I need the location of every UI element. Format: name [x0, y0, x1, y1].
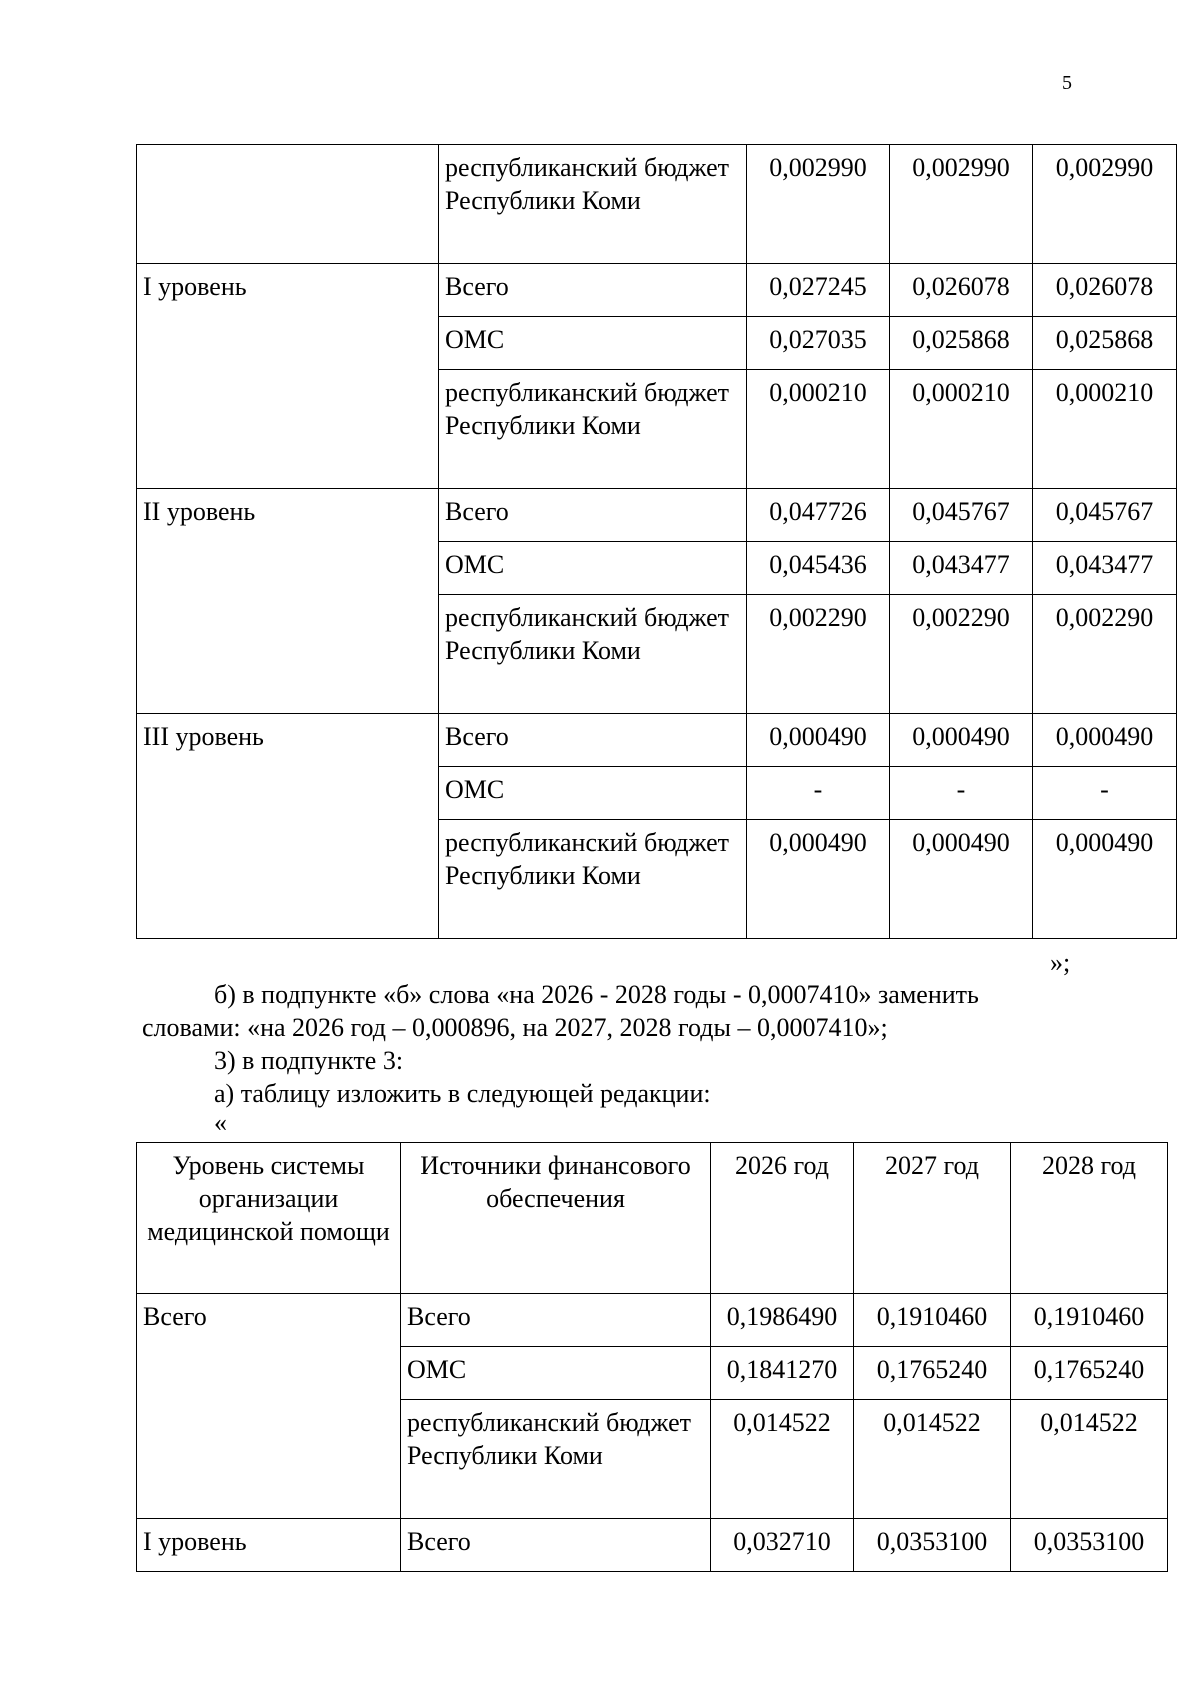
header-2027: 2027 год	[854, 1143, 1011, 1294]
value-2026-cell: 0,014522	[711, 1400, 854, 1519]
value-2028-cell: 0,045767	[1033, 489, 1177, 542]
value-2026-cell: 0,045436	[747, 542, 890, 595]
value-2026-cell: 0,002990	[747, 145, 890, 264]
source-cell: Всего	[401, 1294, 711, 1347]
value-2028-cell: 0,043477	[1033, 542, 1177, 595]
table-row	[137, 145, 1177, 264]
value-2028-cell: 0,1765240	[1011, 1347, 1168, 1400]
paragraph-b-line1: б) в подпункте «б» слова «на 2026 - 2028 годы - 0,0007410» заменить	[214, 980, 979, 1009]
header-2026: 2026 год	[711, 1143, 854, 1294]
value-2026-cell: 0,032710	[711, 1519, 854, 1572]
value-2027-cell: 0,000210	[890, 370, 1033, 489]
value-2026-cell: 0,027245	[747, 264, 890, 317]
value-2027-cell: 0,1765240	[854, 1347, 1011, 1400]
source-cell: республиканский бюджет Республики Коми	[439, 145, 747, 264]
value-2026-cell: 0,027035	[747, 317, 890, 370]
value-2026-cell: 0,1841270	[711, 1347, 854, 1400]
value-2028-cell: 0,002290	[1033, 595, 1177, 714]
value-2027-cell: 0,045767	[890, 489, 1033, 542]
source-cell: республиканский бюджет Республики Коми	[439, 370, 747, 489]
header-2028: 2028 год	[1011, 1143, 1168, 1294]
value-2028-cell: 0,000210	[1033, 370, 1177, 489]
source-cell: республиканский бюджет Республики Коми	[439, 820, 747, 939]
value-2028-cell: 0,000490	[1033, 714, 1177, 767]
value-2028-cell: 0,1910460	[1011, 1294, 1168, 1347]
value-2028-cell: 0,0353100	[1011, 1519, 1168, 1572]
value-2027-cell: -	[890, 767, 1033, 820]
value-2027-cell: 0,000490	[890, 714, 1033, 767]
value-2028-cell: 0,025868	[1033, 317, 1177, 370]
source-cell: республиканский бюджет Республики Коми	[401, 1400, 711, 1519]
value-2027-cell: 0,002290	[890, 595, 1033, 714]
value-2027-cell: 0,002990	[890, 145, 1033, 264]
value-2026-cell: 0,047726	[747, 489, 890, 542]
paragraph-b-line2: словами: «на 2026 год – 0,000896, на 2027, 2028 годы – 0,0007410»;	[142, 1013, 888, 1042]
table-row	[137, 714, 1177, 767]
table-header-row	[137, 1143, 1168, 1294]
value-2027-cell: 0,025868	[890, 317, 1033, 370]
value-2027-cell: 0,0353100	[854, 1519, 1011, 1572]
value-2026-cell: 0,000210	[747, 370, 890, 489]
level-cell	[137, 145, 439, 264]
level-cell: Всего	[137, 1294, 401, 1519]
value-2027-cell: 0,014522	[854, 1400, 1011, 1519]
source-cell: ОМС	[439, 542, 747, 595]
financing-table-new	[136, 1142, 1168, 1572]
source-cell: ОМС	[439, 767, 747, 820]
source-cell: ОМС	[401, 1347, 711, 1400]
paragraph-3: 3) в подпункте 3:	[214, 1046, 404, 1075]
table-row	[137, 1519, 1168, 1572]
source-cell: ОМС	[439, 317, 747, 370]
value-2026-cell: -	[747, 767, 890, 820]
level-cell: I уровень	[137, 1519, 401, 1572]
level-cell: III уровень	[137, 714, 439, 939]
level-cell: I уровень	[137, 264, 439, 489]
value-2028-cell: 0,014522	[1011, 1400, 1168, 1519]
table-row	[137, 489, 1177, 542]
value-2028-cell: -	[1033, 767, 1177, 820]
value-2028-cell: 0,026078	[1033, 264, 1177, 317]
source-cell: Всего	[439, 264, 747, 317]
value-2027-cell: 0,026078	[890, 264, 1033, 317]
value-2026-cell: 0,1986490	[711, 1294, 854, 1347]
source-cell: Всего	[439, 714, 747, 767]
value-2026-cell: 0,000490	[747, 820, 890, 939]
page-number: 5	[1062, 72, 1072, 94]
source-cell: Всего	[439, 489, 747, 542]
paragraph-a: а) таблицу изложить в следующей редакции:	[214, 1079, 711, 1108]
table-row	[137, 1294, 1168, 1347]
source-cell: Всего	[401, 1519, 711, 1572]
table-row	[137, 264, 1177, 317]
source-cell: республиканский бюджет Республики Коми	[439, 595, 747, 714]
closing-quote: »;	[1050, 948, 1071, 977]
financing-table-continued	[136, 144, 1177, 939]
value-2027-cell: 0,043477	[890, 542, 1033, 595]
value-2027-cell: 0,1910460	[854, 1294, 1011, 1347]
level-cell: II уровень	[137, 489, 439, 714]
value-2026-cell: 0,000490	[747, 714, 890, 767]
value-2028-cell: 0,000490	[1033, 820, 1177, 939]
header-source: Источники финансового обеспечения	[401, 1143, 711, 1294]
value-2028-cell: 0,002990	[1033, 145, 1177, 264]
value-2027-cell: 0,000490	[890, 820, 1033, 939]
opening-quote: «	[214, 1108, 227, 1137]
value-2026-cell: 0,002290	[747, 595, 890, 714]
header-level: Уровень системы организации медицинской помощи	[137, 1143, 401, 1294]
